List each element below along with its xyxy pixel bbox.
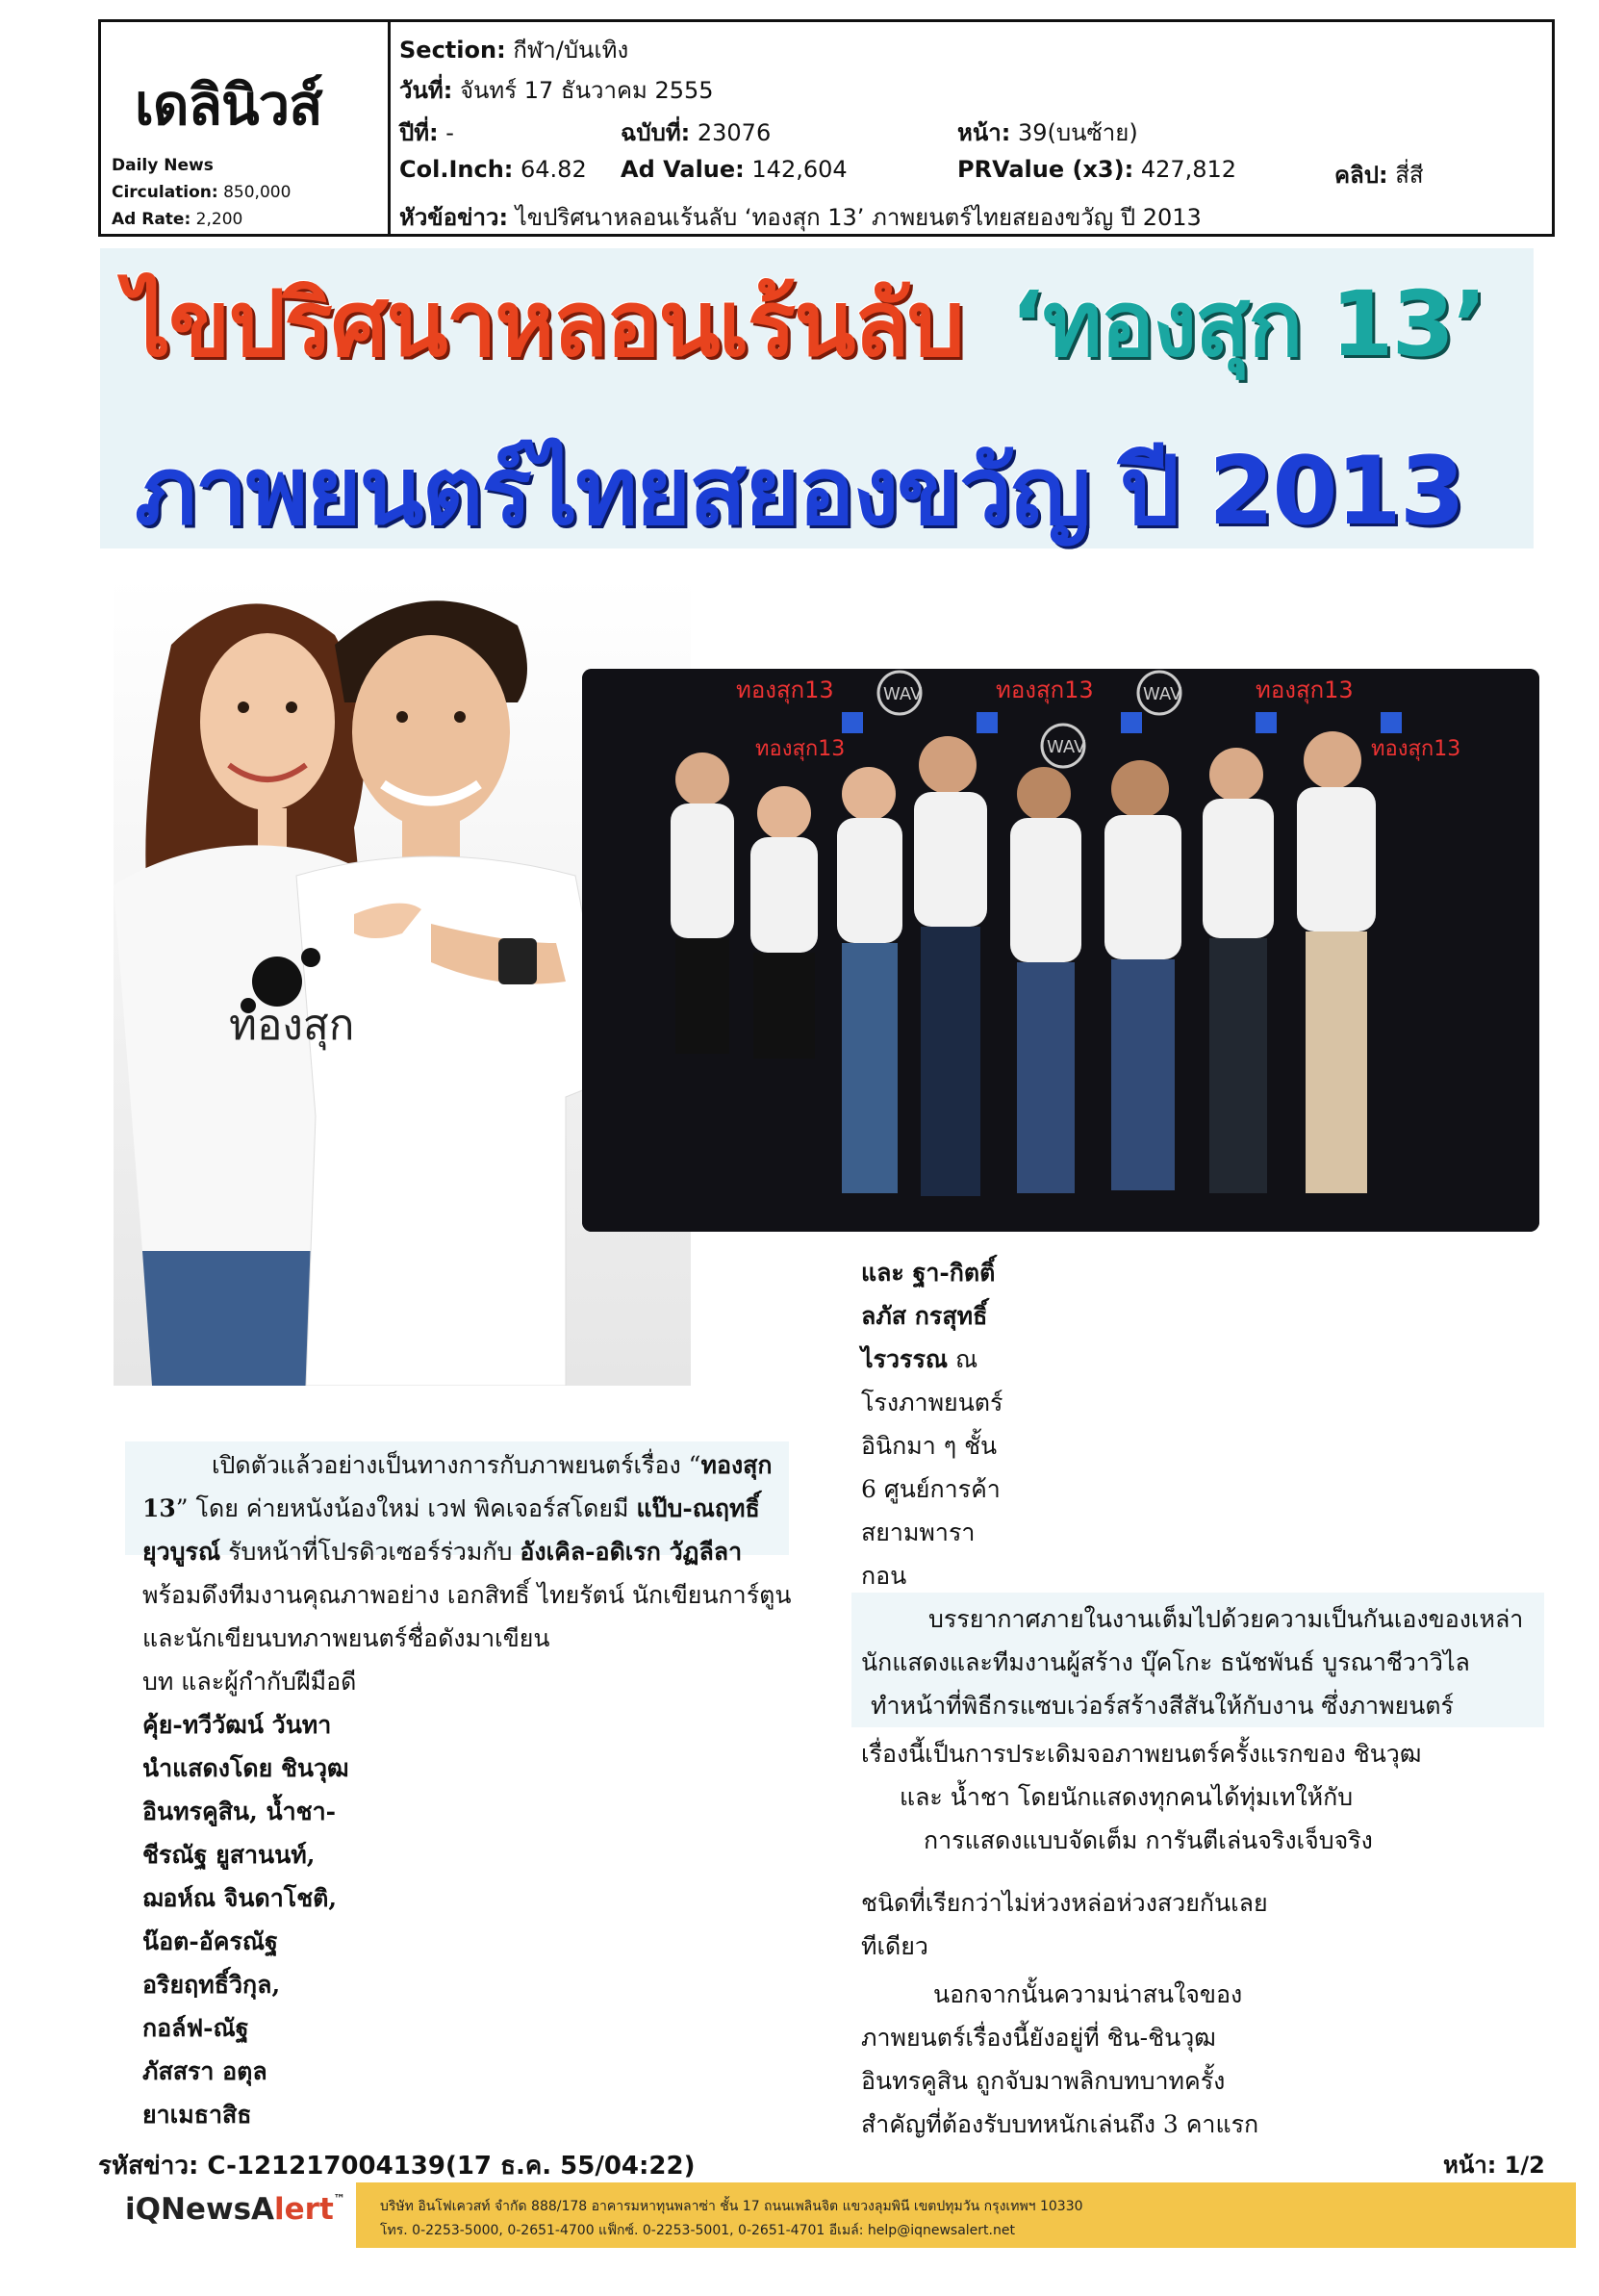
article-line: กอล์ฟ-ณัฐ bbox=[142, 2014, 249, 2042]
photo-group-drawing bbox=[582, 669, 1539, 1232]
sponsor-tile bbox=[1256, 712, 1277, 733]
article-line: นักแสดงและทีมงานผู้สร้าง บุ๊คโกะ ธนัชพันธ์ บูรณาชีวาวิไล bbox=[861, 1648, 1470, 1676]
meta-issue: ฉบับที่: 23076 bbox=[621, 119, 772, 146]
article-line: สยามพารา bbox=[861, 1518, 976, 1546]
header-divider bbox=[388, 19, 391, 237]
meta-pr-value: PRValue (x3): 427,812 bbox=[957, 156, 1237, 183]
article-line: บรรยากาศภายในงานเต็มไปด้วยความเป็นกันเองของเหล่า bbox=[928, 1605, 1524, 1633]
article-line: ภัสสรา อตุล bbox=[142, 2057, 267, 2085]
article-line: อริยฤทธิ์วิกุล, bbox=[142, 1971, 281, 1999]
article-line: อินิกมา ๆ ชั้น bbox=[861, 1432, 998, 1460]
article-line: กอน bbox=[861, 1562, 907, 1590]
sponsor-tile bbox=[842, 712, 863, 733]
backdrop-title: ทองสุก13 bbox=[1371, 737, 1461, 761]
article-line: อินทรคูสิน, น้ำชา- bbox=[142, 1798, 337, 1825]
article-line: น๊อต-อัครณัฐ bbox=[142, 1927, 278, 1955]
backdrop-logo: WAV bbox=[883, 684, 923, 704]
article-line: โรงภาพยนตร์ bbox=[861, 1389, 1003, 1416]
meta-clip: คลิป: สี่สี bbox=[1334, 162, 1424, 189]
backdrop-title: ทองสุก13 bbox=[1256, 676, 1354, 703]
meta-page: หน้า: 39(บนซ้าย) bbox=[957, 119, 1138, 146]
backdrop-title: ทองสุก13 bbox=[996, 676, 1094, 703]
article-line: นำแสดงโดย ชินวุฒ bbox=[142, 1754, 349, 1782]
article-line: ชนิดที่เรียกว่าไม่ห่วงหล่อห่วงสวยกันเลย bbox=[861, 1889, 1268, 1917]
article-line: 6 ศูนย์การค้า bbox=[861, 1475, 1001, 1503]
meta-year: ปีที่: - bbox=[399, 119, 454, 146]
headline-line2: ภาพยนตร์ไทยสยองขวัญ ปี 2013 bbox=[135, 437, 1463, 547]
backdrop-title: ทองสุก13 bbox=[755, 737, 846, 761]
article-line: การแสดงแบบจัดเต็ม การันตีเล่นจริงเจ็บจริง bbox=[924, 1826, 1373, 1854]
backdrop-logo: WAV bbox=[1047, 737, 1086, 757]
meta-ad-value: Ad Value: 142,604 bbox=[621, 156, 848, 183]
page-indicator: หน้า: 1/2 bbox=[1443, 2152, 1545, 2179]
shirt-logo: ทองสุก bbox=[229, 1001, 355, 1050]
meta-section: Section: กีฬา/บันเทิง bbox=[399, 37, 629, 64]
iqnewsalert-logo: iQNewsAlert™ bbox=[125, 2192, 345, 2227]
article-line: และนักเขียนบทภาพยนตร์ชื่อดังมาเขียน bbox=[142, 1624, 550, 1652]
backdrop-title: ทองสุก13 bbox=[736, 676, 834, 703]
article-line: ทำหน้าที่พิธีกรแซบเว่อร์สร้างสีสันให้กับงาน ซึ่งภาพยนตร์ bbox=[871, 1692, 1454, 1720]
article-line: ชีรณัฐ ยูสานนท์, bbox=[142, 1841, 316, 1869]
ad-rate: Ad Rate: 2,200 bbox=[112, 210, 243, 229]
article-line: นอกจากนั้นความน่าสนใจของ bbox=[933, 1980, 1243, 2008]
article-line: สำคัญที่ต้องรับบทหนักเล่นถึง 3 คาแรก bbox=[861, 2110, 1259, 2138]
article-line: ยาเมธาสิธ bbox=[142, 2101, 252, 2129]
sponsor-tile bbox=[1381, 712, 1402, 733]
headline-line1-movie: ‘ทองสุก 13’ bbox=[1010, 272, 1485, 377]
sponsor-tile bbox=[977, 712, 998, 733]
newspaper-logo: เดลินิวส์ bbox=[135, 72, 322, 138]
article-line: เปิดตัวแล้วอย่างเป็นทางการกับภาพยนตร์เรื่อง “ทองสุก bbox=[212, 1451, 773, 1479]
headline-line1: ไขปริศนาหลอนเร้นลับ bbox=[125, 272, 963, 377]
article-line: และ น้ำชา โดยนักแสดงทุกคนได้ทุ่มเทให้กับ bbox=[900, 1783, 1354, 1811]
paper-name: Daily News bbox=[112, 156, 214, 175]
article-line: ภาพยนตร์เรื่องนี้ยังอยู่ที่ ชิน-ชินวุฒ bbox=[861, 2024, 1216, 2052]
article-line: ลภัส กรสุทธิ์ bbox=[861, 1302, 988, 1330]
footer-contact: โทร. 0-2253-5000, 0-2651-4700 แฟ็กซ์. 0-2253-5001, 0-2651-4701 อีเมล์: help@iqnewsalert.net bbox=[380, 2223, 1015, 2238]
photo-group bbox=[582, 669, 1539, 1232]
backdrop-logo: WAV bbox=[1143, 684, 1182, 704]
article-line: และ ฐา-กิตติ์ bbox=[861, 1259, 996, 1287]
meta-date: วันที่: จันทร์ 17 ธันวาคม 2555 bbox=[399, 77, 714, 104]
article-line: บท และผู้กำกับฝีมือดี bbox=[142, 1668, 357, 1696]
article-line: ยุวบูรณ์ รับหน้าที่โปรดิวเซอร์ร่วมกับ อังเคิล-อดิเรก วัฏลีลา bbox=[142, 1538, 743, 1566]
news-code: รหัสข่าว: C-121217004139(17 ธ.ค. 55/04:22) bbox=[98, 2152, 696, 2181]
article-line: พร้อมดึงทีมงานคุณภาพอย่าง เอกสิทธิ์ ไทยรัตน์ นักเขียนการ์ตูน bbox=[142, 1581, 792, 1609]
circulation: Circulation: 850,000 bbox=[112, 183, 292, 202]
article-line: ไรวรรณ ณ bbox=[861, 1345, 978, 1373]
meta-headline: หัวข้อข่าว: ไขปริศนาหลอนเร้นลับ ‘ทองสุก 13’ ภาพยนตร์ไทยสยองขวัญ ปี 2013 bbox=[399, 204, 1202, 231]
article-line: ฌอห์ณ จินดาโชติ, bbox=[142, 1884, 338, 1912]
sponsor-tile bbox=[1121, 712, 1142, 733]
article-line: คุ้ย-ทวีวัฒน์ วันทา bbox=[142, 1711, 332, 1739]
article-line: เรื่องนี้เป็นการประเดิมจอภาพยนตร์ครั้งแรกของ ชินวุฒ bbox=[861, 1740, 1422, 1768]
footer-company: บริษัท อินโฟเควสท์ จำกัด 888/178 อาคารมหาทุนพลาซ่า ชั้น 17 ถนนเพลินจิต แขวงลุมพินี เขตปทุมวัน กรุงเทพฯ 10330 bbox=[380, 2199, 1083, 2214]
article-line: 13” โดย ค่ายหนังน้องใหม่ เวฟ พิคเจอร์สโดยมี แป๊บ-ณฤทธิ์ bbox=[142, 1494, 760, 1522]
article-line: อินทรคูสิน ถูกจับมาพลิกบทบาทครั้ง bbox=[861, 2067, 1226, 2095]
meta-colinch: Col.Inch: 64.82 bbox=[399, 156, 587, 183]
article-line: ทีเดียว bbox=[861, 1932, 928, 1960]
